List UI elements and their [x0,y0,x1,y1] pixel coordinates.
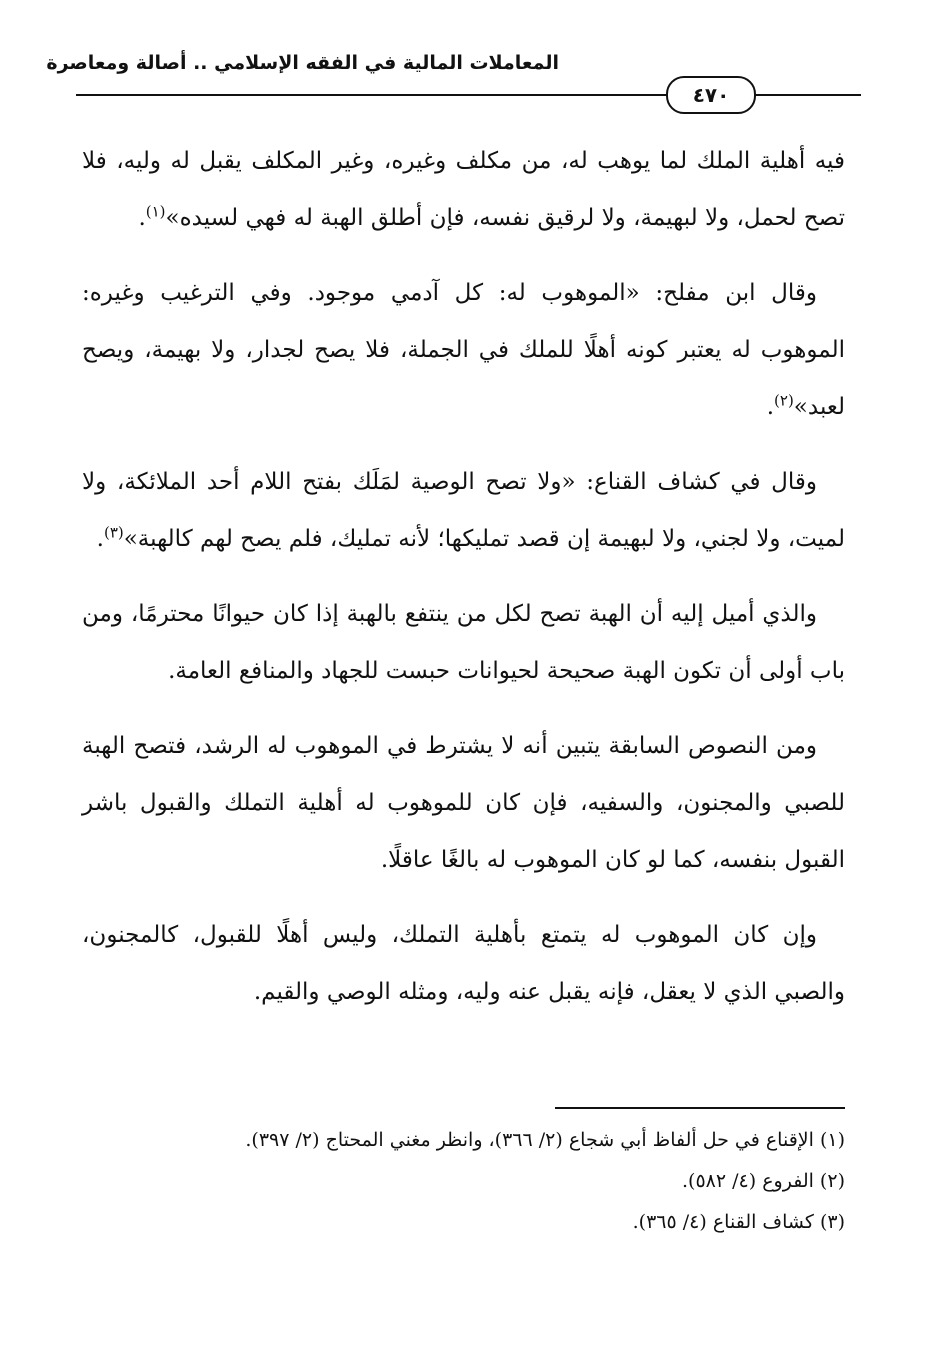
page-number: ٤٧٠ [666,76,756,114]
footnote-1: (١) الإقناع في حل ألفاظ أبي شجاع (٢/ ٣٦٦)، وانظر مغني المحتاج (٢/ ٣٩٧). [245,1129,845,1151]
paragraph-2 [82,265,845,436]
paragraph-end: . [138,205,146,231]
paragraph-5 [82,718,845,889]
footnote-ref: (٣) [103,523,124,542]
paragraph-text: وإن كان الموهوب له يتمتع بأهلية التملك، وليس أهلًا للقبول، كالمجنون، والصبي الذي لا يعقل، فإنه يقبل عنه وليه، ومثله الوصي والقيم. [82,922,845,1005]
paragraph-text: وقال في كشاف القناع: «ولا تصح الوصية لمَلَك بفتح اللام أحد الملائكة، ولا لميت، ولا لجني، ولا لبهيمة إن قصد تمليكها؛ لأنه تمليك، فلم يصح لهم كالهبة» [82,469,845,552]
paragraph-text: فيه أهلية الملك لما يوهب له، من مكلف وغيره، وغير المكلف يقبل له وليه، فلا تصح لحمل، ولا لبهيمة، ولا لرقيق نفسه، فإن أطلق الهبة له فهي لسيده» [82,148,845,231]
body-text [82,133,845,1039]
footnote-rule [555,1107,845,1109]
footnote-2: (٢) الفروع (٤/ ٥٨٢). [682,1170,845,1192]
footnote-ref: (١) [145,202,166,221]
paragraph-text: ومن النصوص السابقة يتبين أنه لا يشترط في الموهوب له الرشد، فتصح الهبة للصبي والمجنون، والسفيه، فإن كان للموهوب له أهلية التملك والقبول باشر القبول بنفسه، كما لو كان الموهوب له بالغًا عاقلًا. [82,733,845,873]
paragraph-text: وقال ابن مفلح: «الموهوب له: كل آدمي موجود. وفي الترغيب وغيره: الموهوب له يعتبر كونه أهلًا للملك في الجملة، فلا يصح لجدار، ولا بهيمة، ويصح لعبد» [82,280,845,420]
footnote-ref: (٢) [774,391,794,410]
paragraph-text: والذي أميل إليه أن الهبة تصح لكل من ينتفع بالهبة إذا كان حيوانًا محترمًا، ومن باب أولى أن تكون الهبة صحيحة لحيوانات حبست للجهاد والمنافع العامة. [82,601,845,684]
paragraph-end: . [766,394,775,420]
paragraph-4 [82,586,845,700]
paragraph-end: . [96,526,104,552]
footnote-3: (٣) كشاف القناع (٤/ ٣٦٥). [632,1211,845,1233]
running-title: المعاملات المالية في الفقه الإسلامي .. أصالة ومعاصرة [46,52,559,74]
paragraph-1 [82,133,845,247]
paragraph-3 [82,454,845,568]
paragraph-6 [82,907,845,1021]
footnotes [82,1120,845,1243]
